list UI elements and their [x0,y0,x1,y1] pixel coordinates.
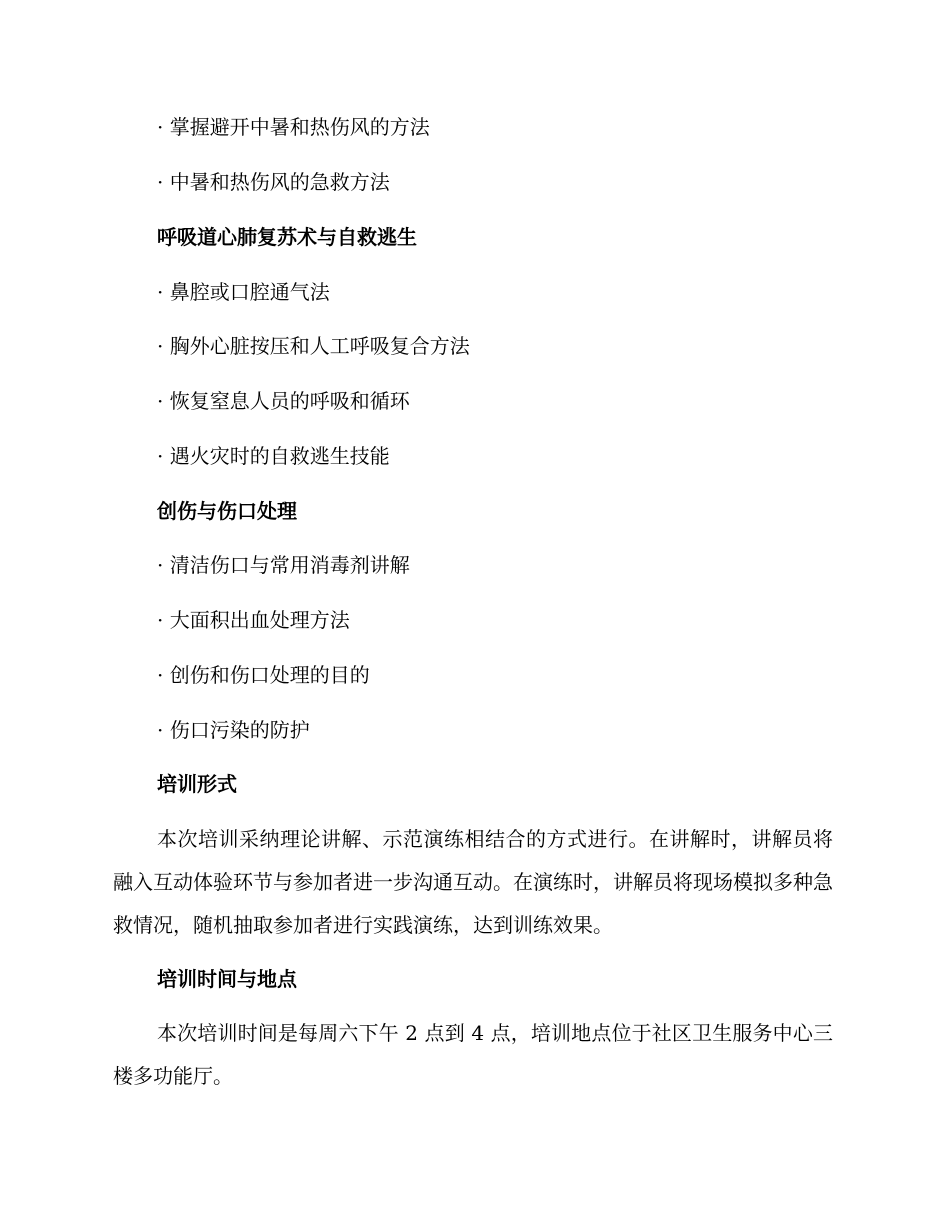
section-heading: 呼吸道心肺复苏术与自救逃生 [157,225,417,249]
section-heading: 培训形式 [157,772,237,796]
bullet-item: · 清洁伤口与常用消毒剂讲解 [157,553,410,577]
bullet-item: · 创伤和伤口处理的目的 [157,663,370,687]
body-paragraph: 本次培训时间是每周六下午 2 点到 4 点，培训地点位于社区卫生服务中心三楼多功能厅。 [113,1021,833,1088]
bullet-item: · 遇火灾时的自救逃生技能 [157,444,390,468]
bullet-item: · 掌握避开中暑和热伤风的方法 [157,115,430,139]
bullet-item: · 伤口污染的防护 [157,718,310,742]
bullet-item: · 恢复窒息人员的呼吸和循环 [157,389,410,413]
bullet-item: · 中暑和热伤风的急救方法 [157,170,390,194]
bullet-item: · 鼻腔或口腔通气法 [157,280,330,304]
bullet-item: · 胸外心脏按压和人工呼吸复合方法 [157,334,470,358]
section-heading: 培训时间与地点 [157,967,297,991]
bullet-item: · 大面积出血处理方法 [157,608,350,632]
body-paragraph: 本次培训采纳理论讲解、示范演练相结合的方式进行。在讲解时，讲解员将融入互动体验环节与参加者进一步沟通互动。在演练时，讲解员将现场模拟多种急救情况，随机抽取参加者进行实践演练，达到训练效果。 [113,827,833,937]
section-heading: 创伤与伤口处理 [157,499,297,523]
